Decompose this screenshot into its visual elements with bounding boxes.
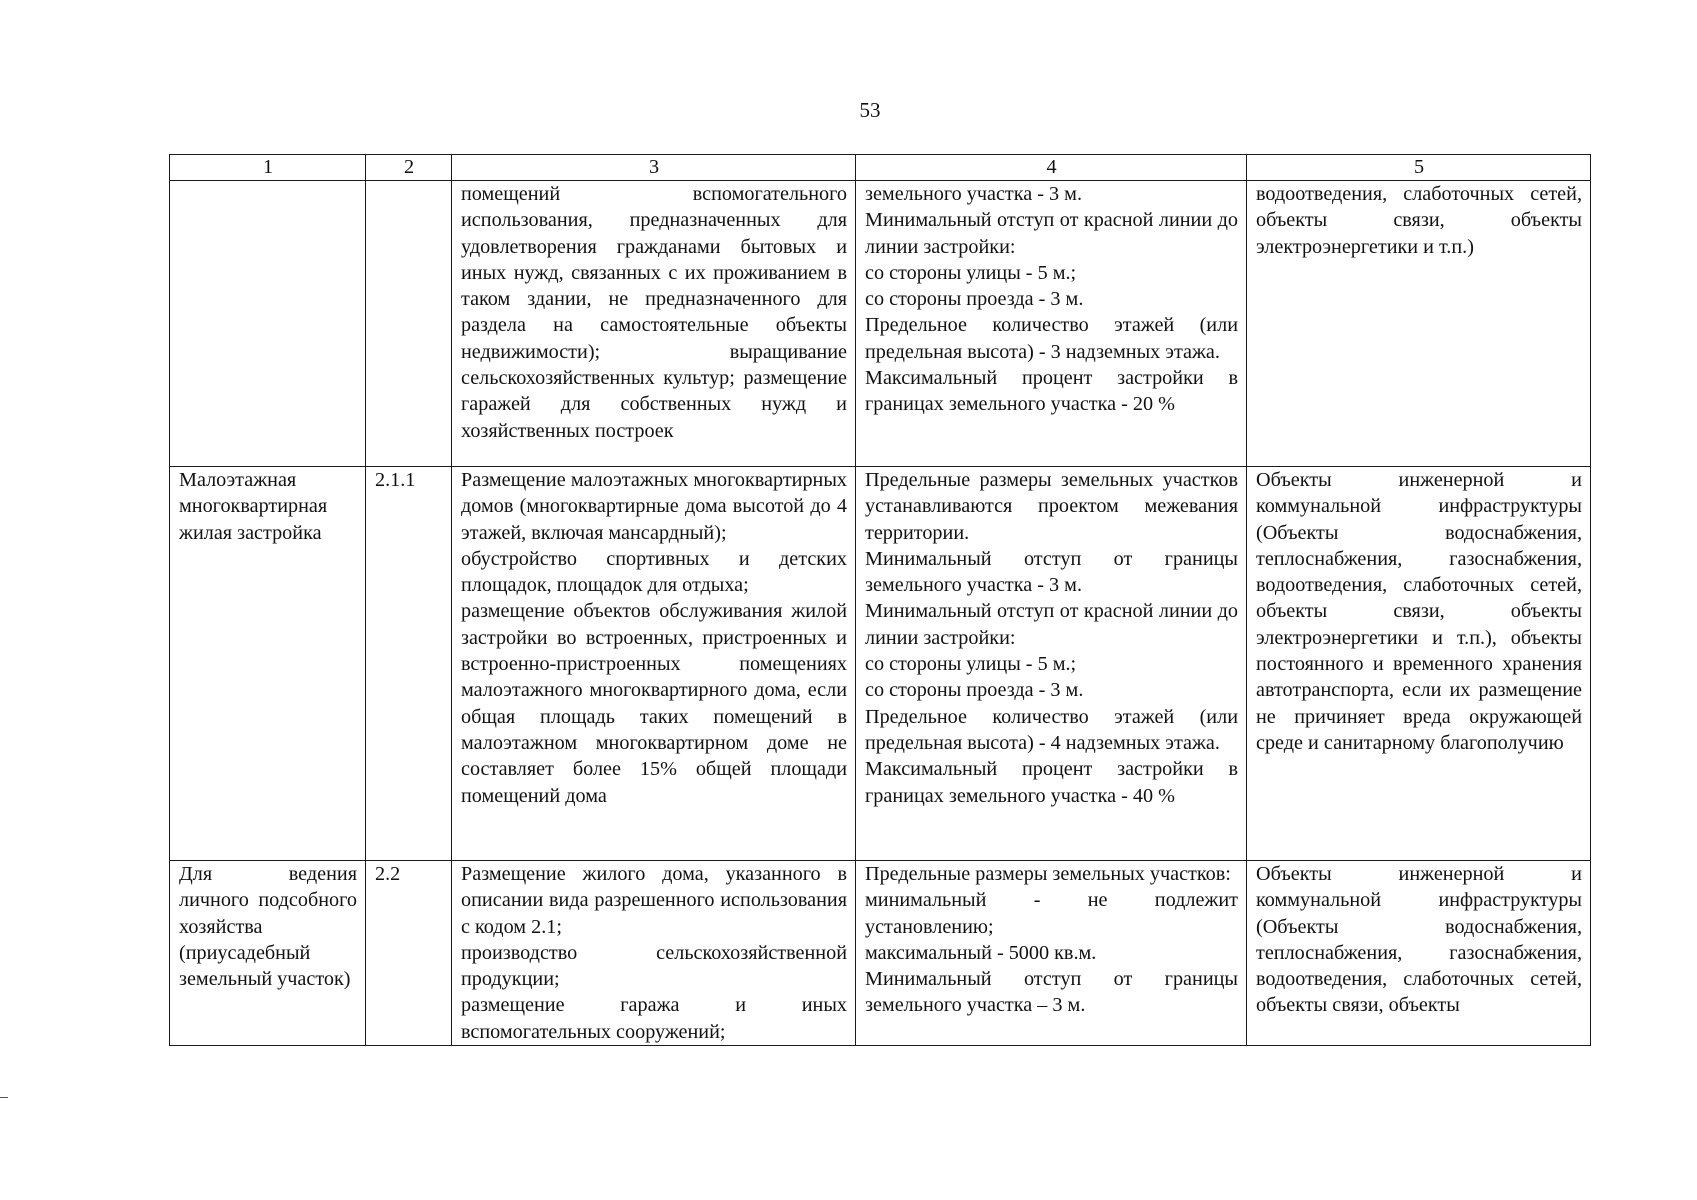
row-3-objects: Объекты инженерной и коммунальной инфраструктуры (Объекты водоснабжения, теплоснабжения, газоснабжения, водоотведения, слаботочных сетей, объекты связи, объекты [1247, 861, 1591, 1046]
row-2-desc-line: Размещение малоэтажных многоквартирных домов (многоквартирные дома высотой до 4 этажей, включая мансардный); [461, 469, 847, 544]
row-2-objects: Объекты инженерной и коммунальной инфраструктуры (Объекты водоснабжения, теплоснабжения, газоснабжения, водоотведения, слаботочных сетей, объекты связи, объекты электроэнергетики и т.п.), объекты постоянного и временного хранения автотранспорта, если их размещение не причиняет вреда окружающей среде и санитарному благополучию [1247, 467, 1591, 861]
row-2-code: 2.1.1 [366, 467, 452, 861]
page-number: 53 [859, 98, 881, 122]
row-1-parameters [856, 181, 1247, 467]
row-3-desc-line: производство сельскохозяйственной продукции; [461, 941, 847, 991]
document-table [169, 154, 1591, 1046]
row-3-desc-line: Размещение жилого дома, указанного в описании вида разрешенного использования с кодом 2.1; [461, 863, 847, 938]
row-3-code: 2.2 [366, 861, 452, 1046]
row-1-param-line: Максимальный процент застройки в границах земельного участка - 20 % [865, 367, 1238, 416]
header-col-2: 2 [366, 155, 452, 181]
row-1-objects: водоотведения, слаботочных сетей, объекты связи, объекты электроэнергетики и т.п.) [1247, 181, 1591, 467]
row-3-use-name: Для ведения личного подсобного хозяйства (приусадебный земельный участок) [170, 861, 366, 1046]
header-col-4: 4 [856, 155, 1247, 181]
row-2-param-line: со стороны проезда - 3 м. [865, 679, 1084, 702]
row-1-param-line: со стороны улицы - 5 м.; [865, 261, 1077, 284]
row-2-desc-line: обустройство спортивных и детских площадок, площадок для отдыха; [461, 547, 847, 597]
row-3-param-line: минимальный - не подлежит установлению; [865, 889, 1238, 938]
row-1-param-line: земельного участка - 3 м. [865, 183, 1082, 205]
row-3-parameters [856, 861, 1247, 1046]
row-2-param-line: со стороны улицы - 5 м.; [865, 653, 1077, 676]
row-2-param-line: Предельное количество этажей (или предельная высота) - 4 надземных этажа. [865, 705, 1238, 754]
row-2-use-name: Малоэтажная многоквартирная жилая застройка [170, 467, 366, 861]
header-col-3: 3 [452, 155, 856, 181]
row-2-param-line: Минимальный отступ от границы земельного участка - 3 м. [865, 547, 1238, 597]
scan-edge-mark [0, 1097, 8, 1098]
row-3-description [452, 861, 856, 1046]
row-3-desc-line: размещение гаража и иных вспомогательных сооружений; [461, 994, 847, 1043]
table-row [170, 861, 1591, 1046]
row-1-description: помещений вспомогательного использования, предназначенных для удовлетворения гражданами бытовых и иных нужд, связанных с их проживанием в таком здании, не предназначенного для раздела на самостоятельные объекты недвижимости); выращивание сельскохозяйственных культур; размещение гаражей для собственных нужд и хозяйственных построек [452, 181, 856, 467]
row-1-use-name [170, 181, 366, 467]
row-1-param-line: со стороны проезда - 3 м. [865, 288, 1084, 311]
row-2-param-line: Минимальный отступ от красной линии до линии застройки: [865, 600, 1238, 649]
row-1-param-line: Минимальный отступ от красной линии до линии застройки: [865, 209, 1238, 258]
row-1-param-line: Предельное количество этажей (или предельная высота) - 3 надземных этажа. [865, 314, 1238, 363]
row-3-param-line: максимальный - 5000 кв.м. [865, 941, 1097, 964]
row-3-param-line: Минимальный отступ от границы земельного участка – 3 м. [865, 968, 1238, 1017]
row-2-parameters [856, 467, 1247, 861]
row-1-code [366, 181, 452, 467]
row-2-param-line: Максимальный процент застройки в границах земельного участка - 40 % [865, 758, 1238, 807]
row-3-param-line: Предельные размеры земельных участков: [865, 863, 1231, 885]
table-row [170, 181, 1591, 467]
table-row [170, 467, 1591, 861]
header-col-1: 1 [170, 155, 366, 181]
table-header-row [170, 155, 1591, 181]
header-col-5: 5 [1247, 155, 1591, 181]
row-2-desc-line: размещение объектов обслуживания жилой застройки во встроенных, пристроенных и встроенно-пристроенных помещениях малоэтажного многоквартирного дома, если общая площадь таких помещений в малоэтажном многоквартирном доме не составляет более 15% общей площади помещений дома [461, 600, 847, 807]
row-2-description [452, 467, 856, 861]
row-2-param-line: Предельные размеры земельных участков устанавливаются проектом межевания территории. [865, 469, 1238, 544]
